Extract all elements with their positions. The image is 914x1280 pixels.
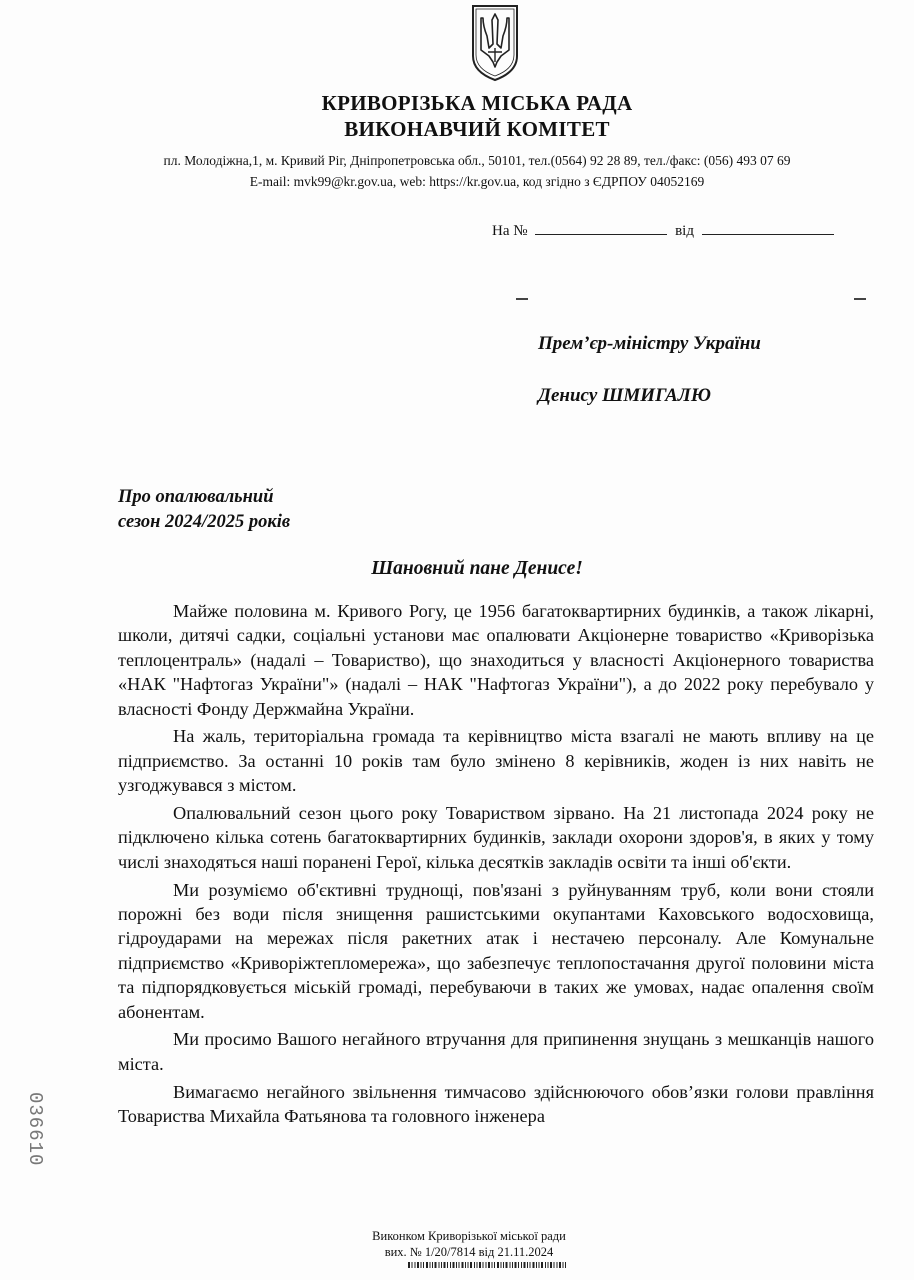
barcode-bar [435, 1262, 437, 1268]
address-line: пл. Молодіжна,1, м. Кривий Ріг, Дніпропетровська обл., 50101, тел.(0564) 92 28 89, тел./факс: (056) 493 07 69 [163, 153, 791, 168]
reference-line [492, 220, 838, 240]
letter-body [118, 599, 874, 1132]
barcode-bar [501, 1262, 502, 1268]
barcode-bar [408, 1262, 410, 1268]
barcode-bar [506, 1262, 508, 1268]
barcode-bar [462, 1262, 464, 1268]
barcode-bar [432, 1262, 433, 1268]
barcode-bar [530, 1262, 531, 1268]
body-paragraph: На жаль, територіальна громада та керівництво міста взагалі не мають впливу на це підприємство. За останні 10 років там було змінено 8 керівників, жоден із них навіть не узгоджувався з містом. [118, 726, 874, 796]
registration-number-stamp-icon [18, 1088, 52, 1188]
addressee-name: Денису ШМИГАЛЮ [538, 385, 711, 406]
barcode-icon [408, 1262, 570, 1268]
body-paragraph: Ми просимо Вашого негайного втручання для припинення знущань з мешканців нашого міста. [118, 1029, 874, 1074]
barcode-bar [565, 1262, 566, 1268]
organization-name: КРИВОРІЗЬКА МІСЬКА РАДА [321, 91, 633, 115]
barcode-bar [559, 1262, 561, 1268]
barcode-bar [518, 1262, 519, 1268]
body-paragraph: Майже половина м. Кривого Рогу, це 1956 багатоквартирних будинків, а також лікарні, школи, дитячі садки, соціальні установи має опалювати Акціонерне товариство «Криворізька теплоцентраль» (надалі – Товариство), що знаходиться у власності Акціонерного товариства «НАК "Нафтогаз України"» (надалі – НАК "Нафтогаз України"), а до 2022 року перебувало у власності Фонду Держмайна України. [118, 601, 874, 719]
barcode-bar [527, 1262, 528, 1268]
barcode-bar [479, 1262, 481, 1268]
barcode-bar [453, 1262, 455, 1268]
barcode-bar [515, 1262, 517, 1268]
barcode-bar [548, 1262, 549, 1268]
body-paragraph: Ми розуміємо об'єктивні труднощі, пов'язані з руйнуванням труб, коли вони стояли порожні без води після знищення рашистськими окупантами Каховського водосховища, гідроударами на мережах після ракетних атак і нестачею персоналу. Але Комунальне підприємство «Криворіжтепломережа», що забезпечує теплопостачання другої половини міста та підпорядковується міській громаді, перебуваючи в таких же умовах, надає опалення своїм абонентам. [118, 879, 874, 1022]
barcode-bar [465, 1262, 466, 1268]
barcode-bar [456, 1262, 457, 1268]
address-corner-mark [854, 298, 866, 300]
barcode-bar [477, 1262, 478, 1268]
barcode-bar [512, 1262, 513, 1268]
barcode-bar [550, 1262, 552, 1268]
barcode-bar [470, 1262, 472, 1268]
reference-number-label: На № [492, 223, 528, 239]
barcode-bar [536, 1262, 537, 1268]
barcode-bar [441, 1262, 442, 1268]
barcode-bar [488, 1262, 490, 1268]
barcode-bar [459, 1262, 460, 1268]
barcode-bar [450, 1262, 451, 1268]
barcode-bar [533, 1262, 535, 1268]
barcode-bar [447, 1262, 448, 1268]
subject-line: сезон 2024/2025 років [118, 512, 291, 532]
reference-date-blank [702, 220, 834, 235]
barcode-bar [412, 1262, 413, 1268]
barcode-bar [423, 1262, 424, 1268]
reference-number-blank [535, 220, 667, 235]
barcode-bar [492, 1262, 493, 1268]
addressee-title: Прем’єр-міністру України [538, 333, 761, 354]
barcode-bar [439, 1262, 440, 1268]
barcode-bar [415, 1262, 416, 1268]
barcode-bar [468, 1262, 469, 1268]
barcode-bar [524, 1262, 526, 1268]
barcode-bar [486, 1262, 487, 1268]
barcode-bar [539, 1262, 540, 1268]
svg-text:036610: 036610 [24, 1092, 46, 1167]
footer-office: Виконком Криворізької міської ради [372, 1229, 566, 1243]
footer-outgoing-number: вих. № 1/20/7814 від 21.11.2024 [384, 1245, 554, 1259]
contact-line: E-mail: mvk99@kr.gov.ua, web: https://kr.gov.ua, код згідно з ЄДРПОУ 04052169 [249, 174, 705, 189]
barcode-bar [541, 1262, 543, 1268]
barcode-bar [497, 1262, 499, 1268]
barcode-bar [554, 1262, 555, 1268]
barcode-bar [545, 1262, 546, 1268]
barcode-bar [503, 1262, 504, 1268]
barcode-bar [421, 1262, 422, 1268]
barcode-bar [474, 1262, 475, 1268]
barcode-bar [521, 1262, 522, 1268]
barcode-bar [510, 1262, 511, 1268]
barcode-bar [426, 1262, 428, 1268]
address-corner-mark [516, 298, 528, 300]
barcode-bar [417, 1262, 419, 1268]
barcode-bar [483, 1262, 484, 1268]
barcode-bar [563, 1262, 564, 1268]
tryzub-coat-of-arms-icon [469, 4, 521, 82]
barcode-bar [494, 1262, 495, 1268]
reference-date-label: від [675, 223, 694, 239]
body-paragraph: Опалювальний сезон цього року Товариством зірвано. На 21 листопада 2024 року не підключено кілька сотень багатоквартирних будинків, заклади охорони здоров'я, в яких у тому числі знаходяться наші поранені Герої, кілька десятків закладів освіти та інші об'єкти. [118, 803, 874, 872]
organization-subname: ВИКОНАВЧИЙ КОМІТЕТ [344, 117, 610, 141]
barcode-bar [430, 1262, 431, 1268]
barcode-bar [557, 1262, 558, 1268]
body-paragraph: Вимагаємо негайного звільнення тимчасово здійснюючого обов’язки голови правління Товариства Михайла Фатьянова та головного інженера [118, 1081, 874, 1127]
greeting: Шановний пане Денисе! [371, 558, 583, 579]
barcode-bar [444, 1262, 446, 1268]
subject-line: Про опалювальний [118, 487, 274, 507]
